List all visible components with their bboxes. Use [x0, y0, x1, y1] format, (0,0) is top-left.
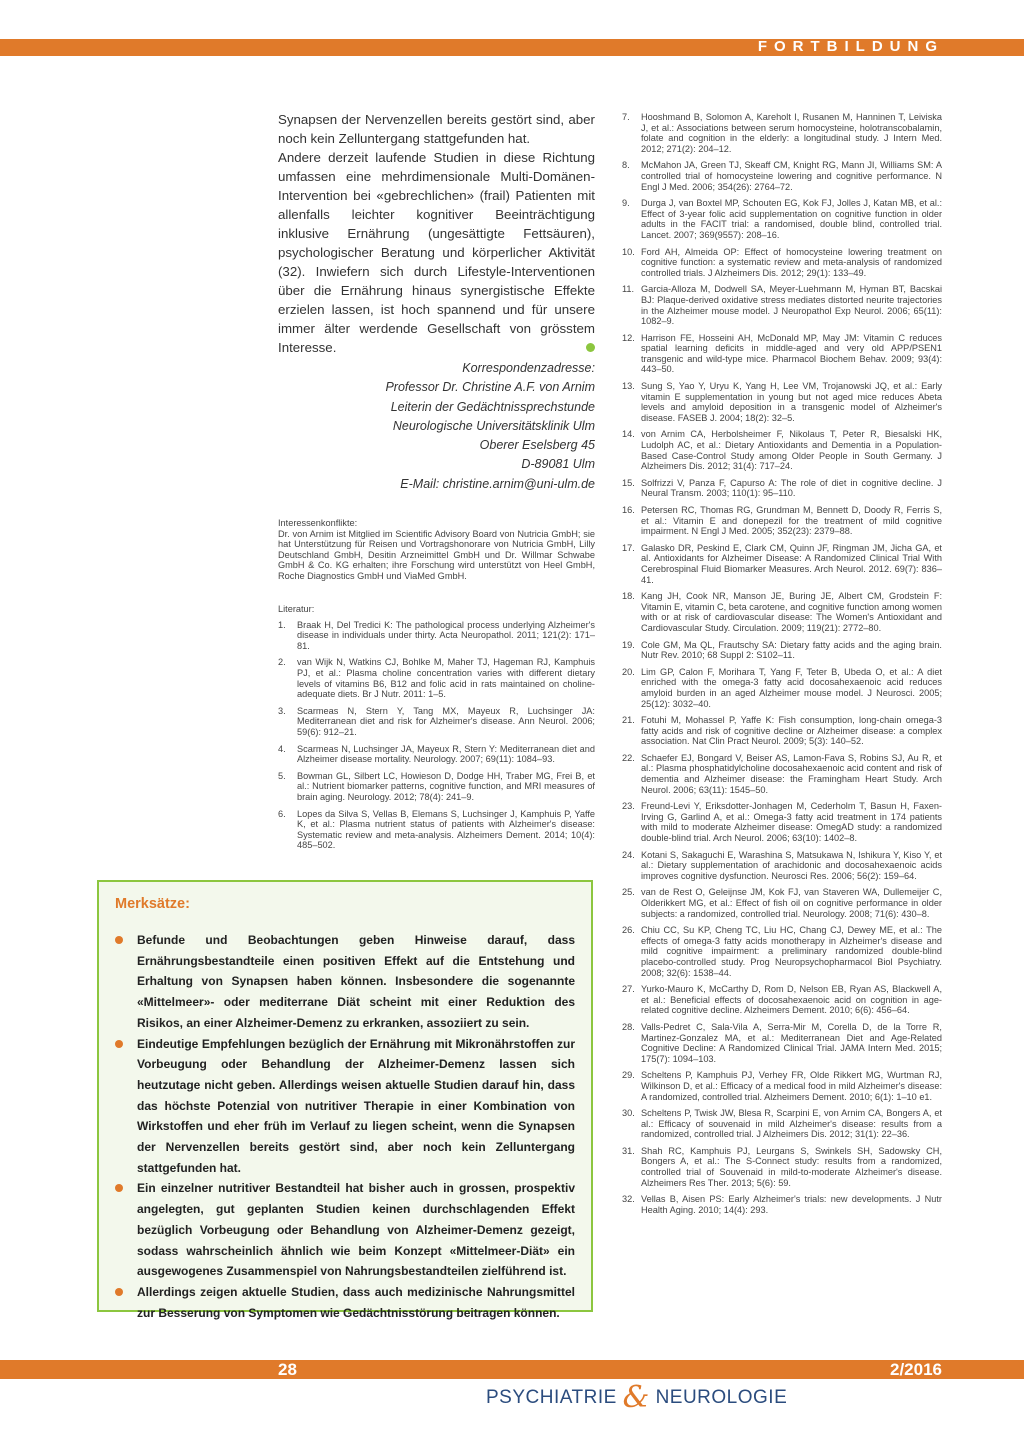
page-number: 28 — [278, 1360, 297, 1379]
reference-item — [278, 744, 595, 765]
body-text — [278, 110, 595, 357]
address-heading: Korrespondenzadresse: — [462, 361, 595, 375]
reference-number: 29. — [622, 1070, 635, 1081]
key-points-list — [99, 930, 591, 1323]
body-paragraph: Synapsen der Nervenzellen bereits gestört sind, aber noch kein Zelluntergang stattgefunden hat. — [278, 112, 595, 146]
reference-item — [622, 801, 942, 843]
address-line: Professor Dr. Christine A.F. von Arnim — [385, 380, 595, 395]
reference-item — [622, 478, 942, 499]
reference-number: 8. — [622, 160, 630, 171]
reference-number: 18. — [622, 591, 635, 602]
reference-item — [622, 505, 942, 537]
reference-item — [622, 1146, 942, 1188]
reference-number: 19. — [622, 639, 635, 650]
journal-name-left: PSYCHIATRIE — [486, 1387, 617, 1408]
reference-item — [622, 112, 942, 154]
reference-text: McMahon JA, Green TJ, Skeaff CM, Knight RG, Mann JI, Williams SM: A controlled trial of homocysteine lowering and cognitive performance. N Engl J Med. 2006; 354(26): 2764–72. — [641, 160, 942, 192]
reference-number: 31. — [622, 1145, 635, 1156]
left-column — [278, 110, 595, 857]
address-line: Oberer Eselsberg 45 — [479, 438, 595, 453]
bullet-icon — [115, 1040, 123, 1048]
reference-number: 22. — [622, 752, 635, 763]
reference-item — [278, 771, 595, 803]
reference-text: Fotuhi M, Mohassel P, Yaffe K: Fish consumption, long-chain omega-3 fatty acids and risk of cognitive decline or Alzheimer disease: a complex association. Nat Clin Pract Neurol. 2009; 5(3): 140–52. — [641, 715, 942, 747]
reference-text: Harrison FE, Hosseini AH, McDonald MP, May JM: Vitamin C reduces spatial learning deficits in middle-aged and very old APP/PSEN1 transgenic and wild-type mice. Pharmacol Biochem Behav. 2009; 93(4): 443–50. — [641, 332, 942, 375]
literature-heading: Literatur: — [278, 603, 315, 614]
reference-text: von Arnim CA, Herbolsheimer F, Nikolaus T, Peter R, Biesalski HK, Ludolph AC, et al.: Dietary Antioxidants and Dementia in a Population-Based Case-Control Study among Older People in South Germany. J Alzheimers Dis. 2012; 31(4): 717–24. — [641, 429, 942, 472]
reference-list-left — [278, 620, 595, 851]
bullet-icon — [115, 936, 123, 944]
end-marker-icon — [586, 343, 595, 352]
reference-number: 28. — [622, 1021, 635, 1032]
reference-text: Valls-Pedret C, Sala-Vila A, Serra-Mir M, Corella D, de la Torre R, Martinez-Gonzalez MA, et al.: Mediterranean Diet and Age-Related Cognitive Decline: A Randomized Clinical Trial. JAMA Intern Med. 2015; 175(7): 1094–103. — [641, 1021, 942, 1064]
reference-item — [622, 333, 942, 375]
reference-text: Ford AH, Almeida OP: Effect of homocysteine lowering treatment on cognitive function: a systematic review and meta-analysis of randomized controlled trials. J Alzheimers Dis. 2012; 29(1): 133–49. — [641, 246, 942, 278]
reference-number: 7. — [622, 112, 630, 122]
reference-text: Hooshmand B, Solomon A, Kareholt I, Rusanen M, Hanninen T, Leiviska J, et al.: Associations between serum homocysteine, holotranscobalamin, folate and cognition in the elderly: a longitudinal study. J Intern Med. 2012; 271(2): 204–12. — [641, 112, 942, 154]
reference-text: Solfrizzi V, Panza F, Capurso A: The role of diet in cognitive decline. J Neural Transm. 2003; 110(1): 95–110. — [641, 477, 942, 499]
reference-text: Lopes da Silva S, Vellas B, Elemans S, Luchsinger J, Kamphuis P, Yaffe K, et al.: Plasma nutrient status of patients with Alzheimer's disease: Systematic review and meta-analysis. Alzheimers Dement. 2014; 10(4): 485–502. — [297, 808, 595, 851]
reference-text: Braak H, Del Tredici K: The pathological process underlying Alzheimer's disease in individuals under thirty. Acta Neuropathol. 2011; 121(2): 171–81. — [297, 619, 595, 651]
reference-number: 25. — [622, 887, 635, 898]
reference-item — [278, 809, 595, 851]
reference-number: 16. — [622, 505, 635, 515]
reference-item — [622, 160, 942, 192]
section-title: FORTBILDUNG — [757, 38, 944, 55]
reference-number: 11. — [622, 284, 635, 295]
bullet-icon — [115, 1184, 123, 1192]
reference-number: 26. — [622, 925, 635, 936]
reference-number: 9. — [622, 198, 630, 209]
reference-item — [622, 984, 942, 1016]
key-point: Befunde und Beobachtungen geben Hinweise darauf, dass Ernährungsbestandteile einen positiven Effekt auf die Entstehung und Erhaltung von Synapsen haben können. Insbesondere die sogenannte «Mittelmeer»- oder mediterrane Diät scheint mit einer Reduktion des Risikos, an einer Alzheimer-Demenz zu erkranken, assoziiert zu sein. — [137, 930, 575, 1034]
journal-logo — [486, 1380, 787, 1415]
reference-number: 6. — [278, 808, 286, 819]
address-line: D-89081 Ulm — [521, 457, 595, 472]
reference-number: 3. — [278, 705, 286, 716]
key-points-box — [97, 880, 593, 1320]
reference-number: 17. — [622, 542, 635, 553]
conflicts-text: Dr. von Arnim ist Mitglied im Scientific Advisory Board von Nutricia GmbH; sie hat Unterstützung für Reisen und Vortragshonorare von Nutricia GmbH, Lilly Deutschland GmbH, Desitin Arzneimittel GmbH und Dr. Willmar Schwabe GmbH & Co. KG erhalten; ihre Forschung wird unterstützt von Heel GmbH, Roche Diagnostics GmbH und ViaMed GmbH. — [278, 528, 595, 582]
reference-text: Galasko DR, Peskind E, Clark CM, Quinn JF, Ringman JM, Jicha GA, et al. Antioxidants for Alzheimer Disease: A Randomized Clinical Trial With Cerebrospinal Fluid Biomarker Measures. Arch Neurol. 2012. 69(7): 836–41. — [641, 542, 942, 585]
footer-bar — [0, 1360, 1024, 1379]
reference-number: 20. — [622, 666, 635, 677]
reference-number: 14. — [622, 429, 635, 440]
address-email: E-Mail: christine.arnim@uni-ulm.de — [400, 476, 595, 491]
key-point: Eindeutige Empfehlungen bezüglich der Ernährung mit Mikronährstoffen zur Vorbeugung oder Behandlung der Alzheimer-Demenz lassen sich heutzutage nicht geben. Allerdings weisen aktuelle Studien darauf hin, dass das höchste Potenzial von nutritiver Therapie in einer Kombination von Wirkstoffen und eher früh im Verlauf zu liegen scheint, wenn die Synapsen der Nervenzellen bereits gestört sind, aber noch kein Zelluntergang stattgefunden hat. — [137, 1034, 575, 1179]
reference-item — [278, 620, 595, 652]
reference-item — [622, 667, 942, 709]
conflicts-heading: Interessenkonflikte: — [278, 518, 358, 529]
reference-item — [622, 1108, 942, 1140]
reference-item — [278, 706, 595, 738]
reference-item — [622, 543, 942, 585]
reference-text: Bowman GL, Silbert LC, Howieson D, Dodge HH, Traber MG, Frei B, et al.: Nutrient biomarker patterns, cognitive function, and MRI measures of brain aging. Neurology. 2012; 78(4): 241–9. — [297, 770, 595, 802]
reference-item — [622, 591, 942, 633]
reference-item — [278, 657, 595, 699]
reference-text: Sung S, Yao Y, Uryu K, Yang H, Lee VM, Trojanowski JQ, et al.: Early vitamin E supplementation in young but not aged mice reduces Abeta levels and amyloid deposition in a transgenic model of Alzheimer's disease. FASEB J. 2004; 18(2): 32–5. — [641, 381, 942, 423]
reference-text: Scarmeas N, Luchsinger JA, Mayeux R, Stern Y: Mediterranean diet and Alzheimer disease mortality. Neurology. 2007; 69(11): 1084–93. — [297, 743, 595, 765]
reference-number: 5. — [278, 770, 286, 781]
reference-number: 12. — [622, 332, 635, 343]
reference-text: Kang JH, Cook NR, Manson JE, Buring JE, Albert CM, Grodstein F: Vitamin E, vitamin C, beta carotene, and cognitive function among women with or at risk of cardiovascular disease: The Women's Antioxidant and Cardiovascular Study. Circulation. 2009; 119(21): 2772–80. — [641, 591, 942, 633]
reference-number: 15. — [622, 477, 635, 488]
reference-item — [622, 925, 942, 978]
reference-text: Scheltens P, Kamphuis PJ, Verhey FR, Olde Rikkert MG, Wurtman RJ, Wilkinson D, et al.: Efficacy of a medical food in mild Alzheimer's disease: A randomized, controlled trial. Alzheimers Dement. 2010; 6(1): 1–10 e1. — [641, 1070, 942, 1102]
reference-item — [622, 247, 942, 279]
issue-number: 2/2016 — [890, 1360, 942, 1379]
reference-number: 30. — [622, 1108, 635, 1119]
bullet-icon — [115, 1288, 123, 1296]
correspondence-address — [278, 359, 595, 494]
reference-number: 23. — [622, 801, 635, 812]
reference-text: van Wijk N, Watkins CJ, Bohlke M, Maher TJ, Hageman RJ, Kamphuis PJ, et al.: Plasma choline concentration varies with different dietary levels of vitamins B6, B12 and folic acid in rats maintained on choline-adequate diets. Br J Nutr. 2011: 1–5. — [297, 657, 595, 700]
key-points-title: Merksätze: — [115, 896, 190, 912]
address-line: Neurologische Universitätsklinik Ulm — [392, 418, 595, 433]
reference-text: Shah RC, Kamphuis PJ, Leurgans S, Swinkels SH, Sadowsky CH, Bongers A, et al.: The S-Connect study: results from a randomized, controlled trial of Souvenaid in mild-to-moderate Alzheimer's disease. Alzheimers Res Ther. 2013; 5(6): 59. — [641, 1145, 942, 1188]
reference-text: Freund-Levi Y, Eriksdotter-Jonhagen M, Cederholm T, Basun H, Faxen-Irving G, Garlind A, et al.: Omega-3 fatty acid treatment in 174 patients with mild to moderate Alzheimer disease: OmegAD study: a randomized double-blind trial. Arch Neurol. 2006; 63(10): 1402–8. — [641, 801, 942, 844]
reference-item — [622, 429, 942, 471]
reference-number: 21. — [622, 715, 635, 726]
conflicts-of-interest — [278, 518, 595, 582]
reference-item — [622, 1194, 942, 1215]
reference-number: 24. — [622, 849, 635, 860]
reference-item — [622, 715, 942, 747]
reference-item — [622, 198, 942, 240]
reference-number: 10. — [622, 246, 635, 257]
reference-item — [622, 640, 942, 661]
reference-text: van de Rest O, Geleijnse JM, Kok FJ, van Staveren WA, Dullemeijer C, Olderikkert MG, et al.: Effect of fish oil on cognitive performance in older subjects: a randomized, controlled trial. Neurology. 2008; 71(6): 430–8. — [641, 887, 942, 919]
reference-number: 32. — [622, 1194, 635, 1205]
reference-item — [622, 753, 942, 795]
reference-item — [622, 1022, 942, 1064]
right-column — [622, 112, 942, 1221]
reference-text: Yurko-Mauro K, McCarthy D, Rom D, Nelson EB, Ryan AS, Blackwell A, et al.: Beneficial effects of docosahexaenoic acid on cognition in age-related cognitive decline. Alzheimers Dement. 2010; 6(6): 456–64. — [641, 984, 942, 1016]
reference-text: Durga J, van Boxtel MP, Schouten EG, Kok FJ, Jolles J, Katan MB, et al.: Effect of 3-year folic acid supplementation on cognitive function in older adults in the FACIT trial: a randomised, double blind, controlled trial. Lancet. 2007; 369(9557): 208–16. — [641, 198, 942, 240]
reference-text: Scheltens P, Twisk JW, Blesa R, Scarpini E, von Arnim CA, Bongers A, et al.: Efficacy of souvenaid in mild Alzheimer's disease: results from a randomized, controlled trial. J Alzheimers Dis. 2012; 31(1): 22–36. — [641, 1108, 942, 1140]
reference-text: Lim GP, Calon F, Morihara T, Yang F, Teter B, Ubeda O, et al.: A diet enriched with the omega-3 fatty acid docosahexaenoic acid reduces amyloid burden in an aged Alzheimer mouse model. J Neurosci. 2005; 25(12): 3032–40. — [641, 666, 942, 709]
key-point: Ein einzelner nutritiver Bestandteil hat bisher auch in grossen, prospektiv angelegten, gut geplanten Studien keinen durchschlagenden Effekt bezüglich Vorbeugung oder Behandlung von Alzheimer-Demenz gezeigt, sodass wahrscheinlich ähnlich wie beim Konzept «Mittelmeer-Diät» ein ausgewogenes Zusammenspiel von Nahrungsbestandteilen zielführend ist. — [137, 1178, 575, 1282]
reference-text: Petersen RC, Thomas RG, Grundman M, Bennett D, Doody R, Ferris S, et al.: Vitamin E and donepezil for the treatment of mild cognitive impairment. N Engl J Med. 2005; 352(23): 2379–88. — [641, 505, 942, 537]
journal-name-right: NEUROLOGIE — [655, 1387, 788, 1408]
reference-item — [622, 1070, 942, 1102]
key-point: Allerdings zeigen aktuelle Studien, dass auch medizinische Nahrungsmittel zur Besserung von Symptomen wie Gedächtnisstörung beitragen können. — [137, 1282, 575, 1323]
address-line: Leiterin der Gedächtnissprechstunde — [390, 399, 595, 414]
reference-item — [622, 850, 942, 882]
body-paragraph: Andere derzeit laufende Studien in diese Richtung umfassen eine mehrdimensionale Multi-Domänen-Intervention bei «gebrechlichen» (frail) Patienten mit allenfalls leichter kognitiver Beeinträchtigung inklusive Ernährung (ungesättigte Fettsäuren), psychologischer Beratung und körperlicher Aktivität (32). Inwiefern sich durch Lifestyle-Interventionen über die Ernährung hinaus synergistische Effekte erzielen lassen, ist hoch spannend und für unsere immer älter werdende Gesellschaft von grösstem Interesse. — [278, 150, 595, 355]
reference-list-right — [622, 112, 942, 1215]
reference-item — [622, 887, 942, 919]
reference-number: 13. — [622, 381, 635, 392]
header-bar — [0, 39, 1024, 56]
reference-number: 4. — [278, 743, 286, 754]
reference-number: 2. — [278, 657, 286, 668]
reference-text: Kotani S, Sakaguchi E, Warashina S, Matsukawa N, Ishikura Y, Kiso Y, et al.: Dietary supplementation of arachidonic and docosahexaenoic acids improves cognitive dysfunction. Neurosci Res. 2006; 56(2): 159–64. — [641, 849, 942, 881]
reference-text: Scarmeas N, Stern Y, Tang MX, Mayeux R, Luchsinger JA: Mediterranean diet and risk for Alzheimer's disease. Ann Neurol. 2006; 59(6): 912–21. — [297, 705, 595, 737]
reference-item — [622, 284, 942, 326]
reference-text: Garcia-Alloza M, Dodwell SA, Meyer-Luehmann M, Hyman BT, Bacskai BJ: Plaque-derived oxidative stress mediates distorted neurite trajectories in the Alzheimer mouse model. J Neuropathol Exp Neurol. 2006; 65(11): 1082–9. — [641, 284, 942, 327]
reference-item — [622, 381, 942, 423]
reference-text: Vellas B, Aisen PS: Early Alzheimer's trials: new developments. J Nutr Health Aging. 2010; 14(4): 293. — [641, 1194, 942, 1215]
reference-number: 1. — [278, 619, 286, 630]
reference-number: 27. — [622, 984, 635, 995]
reference-text: Chiu CC, Su KP, Cheng TC, Liu HC, Chang CJ, Dewey ME, et al.: The effects of omega-3 fatty acids monotherapy in Alzheimer's disease and mild cognitive impairment: a preliminary randomized double-blind placebo-controlled study. Prog Neuropsychopharmacol Biol Psychiatry. 2008; 32(6): 1538–44. — [641, 925, 942, 978]
reference-text: Cole GM, Ma QL, Frautschy SA: Dietary fatty acids and the aging brain. Nutr Rev. 2010; 68 Suppl 2: S102–11. — [641, 639, 942, 661]
journal-ampersand: & — [622, 1380, 650, 1415]
reference-text: Schaefer EJ, Bongard V, Beiser AS, Lamon-Fava S, Robins SJ, Au R, et al.: Plasma phosphatidylcholine docosahexaenoic acid content and risk of dementia and Alzheimer disease: the Framingham Heart Study. Arch Neurol. 2006; 63(11): 1545–50. — [641, 752, 942, 795]
